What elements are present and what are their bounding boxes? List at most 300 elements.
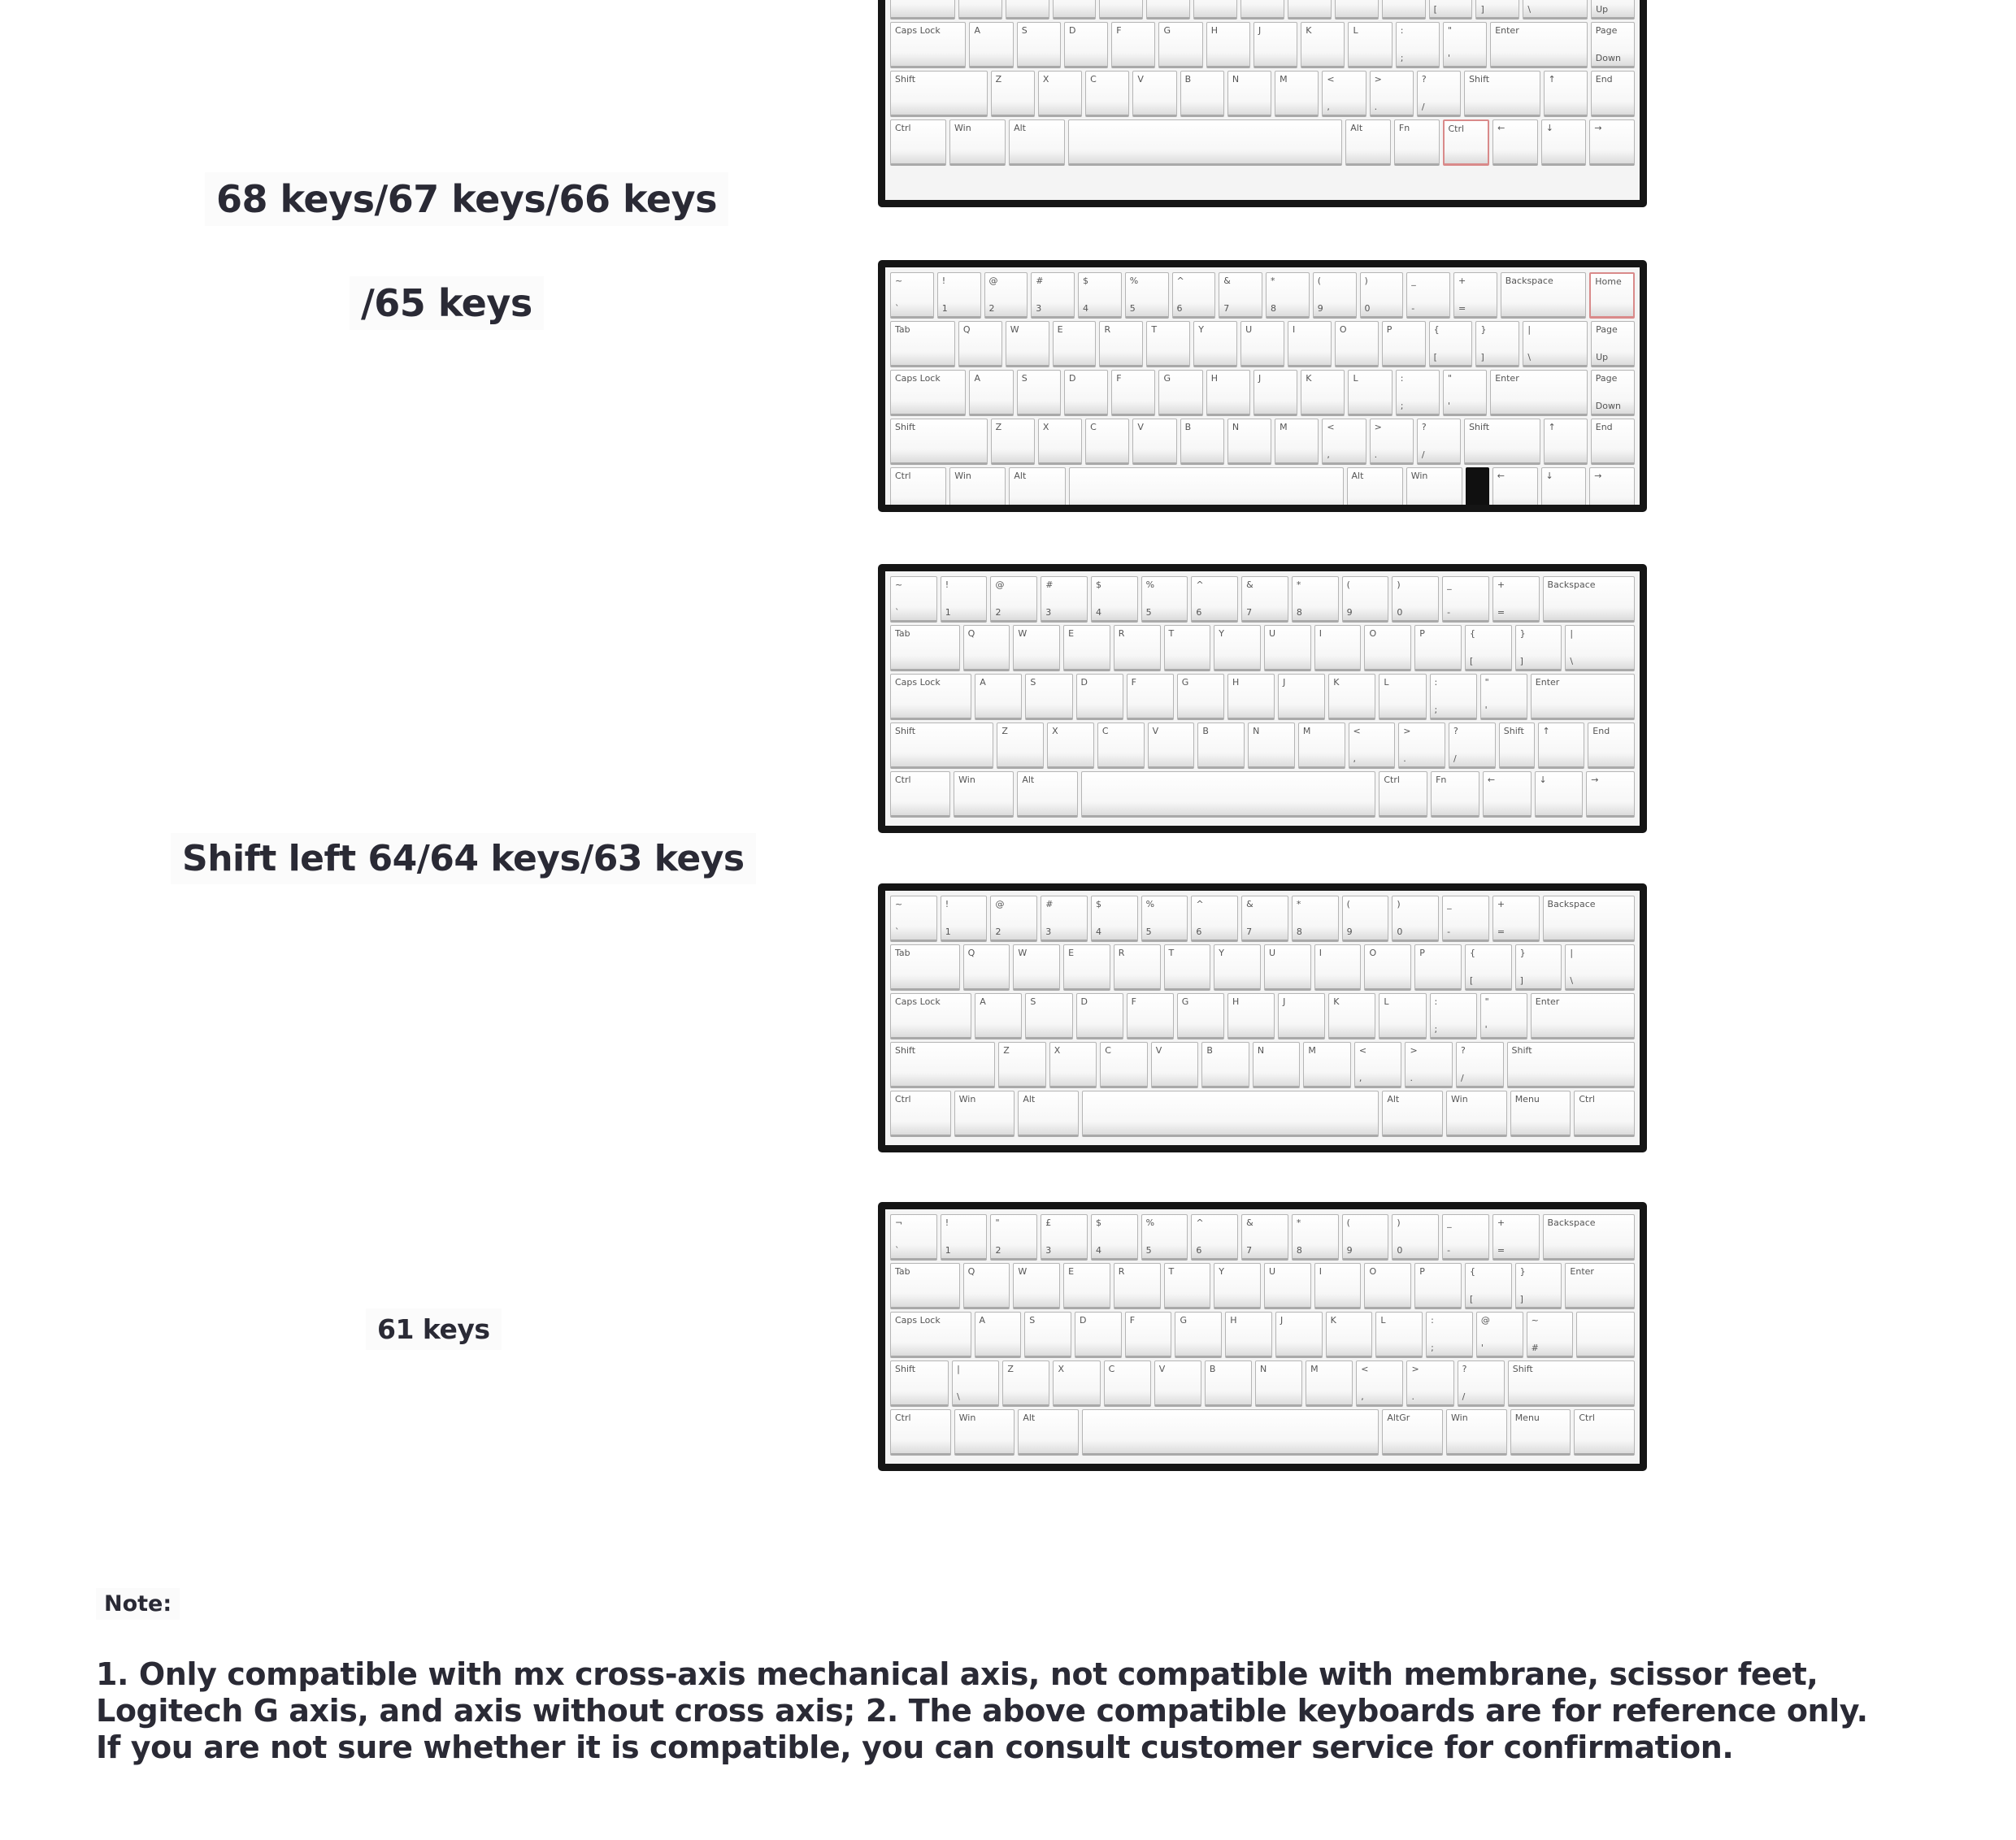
key-symbol [1465, 625, 1512, 671]
key-symbol [1442, 896, 1489, 942]
key-legend-top: Y [1219, 1266, 1224, 1277]
key-legend-bottom: ] [1519, 656, 1523, 666]
key-legend-bottom: ; [1400, 401, 1404, 411]
key-shift [1499, 723, 1535, 769]
key-legend-top: | [1527, 324, 1532, 335]
key-tab [890, 944, 960, 991]
key-f [1111, 370, 1155, 416]
key-legend-top: * [1296, 579, 1301, 590]
key-win [1446, 1091, 1507, 1137]
key-u [1240, 321, 1284, 367]
key-symbol [1405, 1042, 1453, 1088]
key-legend-bottom: 6 [1196, 927, 1202, 937]
key-legend-top: Alt [1351, 471, 1364, 481]
key-legend-top: Alt [1023, 1413, 1036, 1423]
key-legend-bottom: , [1358, 1073, 1362, 1083]
key-caps-lock [890, 1312, 971, 1358]
key-page [1591, 370, 1635, 416]
key-symbol [1541, 119, 1587, 166]
key-o [1364, 944, 1411, 991]
key-legend-bottom: = [1497, 1245, 1505, 1256]
key-symbol [1443, 370, 1487, 416]
key-symbol [1492, 1214, 1540, 1261]
key-legend-top: ~ [1531, 1315, 1539, 1326]
key-legend-top: Win [958, 775, 975, 785]
key-j [1278, 993, 1325, 1039]
key-win [949, 467, 1006, 512]
key-legend-top: Alt [1350, 123, 1363, 133]
key-symbol [1091, 576, 1138, 623]
key-symbol [1141, 576, 1188, 623]
key-e [1063, 944, 1110, 991]
key-legend-top: G [1163, 373, 1171, 384]
key-enter [1490, 22, 1588, 68]
key-y [1214, 625, 1261, 671]
key-legend-bottom: \ [957, 1391, 960, 1402]
key-legend-top: | [1570, 948, 1574, 958]
key-legend-top: End [1595, 74, 1613, 85]
key-legend-bottom: 0 [1397, 1245, 1403, 1256]
key-legend-top: ! [945, 579, 949, 590]
key-legend-bottom: . [1403, 753, 1406, 764]
key-symbol [1544, 71, 1588, 117]
key-f [1125, 1312, 1172, 1358]
key-legend-top: < [1358, 1045, 1367, 1056]
key-symbol [1492, 896, 1540, 942]
key-legend-top: ( [1317, 276, 1322, 286]
key-legend-top: Alt [1387, 1094, 1400, 1104]
key-symbol [1241, 896, 1288, 942]
key-b [1205, 1360, 1252, 1407]
key-legend-top: ~ [895, 579, 903, 590]
key-legend-top: H [1232, 996, 1240, 1007]
key-m [1275, 419, 1319, 465]
key-blank [1466, 467, 1489, 512]
key-legend-top: ) [1364, 276, 1368, 286]
key-legend-top: Shift [1469, 74, 1490, 85]
key-end [1591, 419, 1635, 465]
key-caps-lock [890, 674, 971, 720]
key-legend-bottom: 6 [1176, 303, 1183, 314]
key-v [1132, 419, 1176, 465]
key-symbol [1078, 272, 1122, 319]
key-symbol [1492, 467, 1538, 512]
key-legend-bottom: 3 [1045, 607, 1052, 618]
key-d [1076, 993, 1123, 1039]
key-k [1328, 993, 1375, 1039]
key-legend-bottom: 2 [995, 607, 1001, 618]
key-p [1414, 944, 1462, 991]
key-legend-bottom: ` [895, 927, 900, 937]
key-legend-top: B [1184, 74, 1192, 85]
key-legend-bottom: - [1447, 1245, 1451, 1256]
key-alt [1382, 1091, 1443, 1137]
key-r [1099, 0, 1143, 20]
key-home [1589, 272, 1635, 319]
key-legend-top: G [1163, 25, 1171, 36]
key-symbol [1266, 272, 1310, 319]
key-alt [1009, 119, 1065, 166]
key-f [1127, 674, 1174, 720]
key-legend-top: " [1447, 373, 1452, 384]
key-shift [890, 1360, 949, 1407]
key-symbol [952, 1360, 999, 1407]
key-symbol [1031, 272, 1075, 319]
key-legend-bottom: 7 [1246, 1245, 1253, 1256]
key-symbol [1458, 1360, 1505, 1407]
key-c [1104, 1360, 1151, 1407]
key-k [1301, 22, 1345, 68]
key-y [1193, 321, 1237, 367]
key-legend-bottom: [ [1469, 656, 1474, 666]
key-symbol [1417, 71, 1461, 117]
key-legend-bottom: 4 [1095, 927, 1101, 937]
note-line: Logitech G axis, and axis without cross axis; 2. The above compatible keyboards are for reference only. [96, 1693, 1868, 1729]
key-o [1335, 0, 1379, 20]
key-q [963, 944, 1010, 991]
key-legend-top: $ [1095, 1217, 1101, 1228]
key-legend-top: N [1232, 422, 1240, 432]
key-symbol [890, 272, 934, 319]
key-legend-bottom: [ [1433, 4, 1437, 15]
key-legend-bottom: . [1374, 102, 1378, 112]
key-legend-top: V [1137, 422, 1144, 432]
key-legend-top: { [1469, 628, 1475, 639]
note-body [96, 1656, 1868, 1766]
key-row [890, 419, 1635, 465]
key-x [1049, 1042, 1097, 1088]
key-legend-top: D [1068, 25, 1076, 36]
key-legend-top: Shift [895, 74, 916, 85]
key-legend-bottom: 7 [1246, 927, 1253, 937]
key-legend-top: G [1180, 1315, 1187, 1326]
key-legend-top: B [1202, 726, 1209, 736]
key-legend-top: Page [1595, 25, 1618, 36]
key-legend-top: { [1433, 324, 1440, 335]
key-shift [1464, 71, 1540, 117]
key-legend-top: A [980, 677, 986, 688]
key-legend-bottom: ; [1434, 1024, 1438, 1035]
key-s [1017, 370, 1061, 416]
key-legend-top: X [1042, 422, 1049, 432]
key-legend-top: C [1090, 74, 1097, 85]
key-legend-top: B [1184, 422, 1192, 432]
key-c [1097, 723, 1145, 769]
key-symbol [1449, 723, 1496, 769]
key-e [1053, 0, 1097, 20]
key-q [958, 321, 1002, 367]
key-d [1064, 370, 1108, 416]
key-legend-top: Ctrl [895, 1413, 911, 1423]
key-legend-top: F [1131, 677, 1136, 688]
key-w [1013, 1263, 1060, 1309]
key-t [1146, 0, 1190, 20]
key-ctrl [1379, 771, 1427, 818]
key-legend-bottom: 2 [995, 1245, 1001, 1256]
key-symbol [1191, 896, 1238, 942]
key-legend-top: ↓ [1539, 775, 1547, 785]
key-legend-top: Shift [1503, 726, 1524, 736]
key-tab [890, 0, 955, 20]
key-legend-bottom: \ [1570, 656, 1574, 666]
key-symbol [1515, 1263, 1562, 1309]
key-legend-bottom: 6 [1196, 607, 1202, 618]
key-shift [890, 71, 988, 117]
key-legend-bottom: ' [1480, 1343, 1484, 1353]
key-legend-bottom: 4 [1095, 607, 1101, 618]
key-symbol [1430, 993, 1477, 1039]
key-legend-top: _ [1447, 579, 1452, 590]
key-legend-top: + [1497, 1217, 1505, 1228]
key-legend-top: : [1434, 996, 1438, 1007]
key-legend-top: B [1209, 1364, 1216, 1374]
key-d [1064, 22, 1108, 68]
key-ctrl [1574, 1409, 1635, 1456]
key-win [954, 1409, 1015, 1456]
key-legend-top: K [1306, 373, 1312, 384]
key-z [997, 723, 1044, 769]
key-k [1326, 1312, 1373, 1358]
key-n [1227, 71, 1271, 117]
key-legend-bottom: - [1447, 607, 1451, 618]
key-t [1164, 625, 1211, 671]
key-shift [890, 419, 988, 465]
key-legend-top: J [1280, 1315, 1284, 1326]
key-legend-top: Fn [1436, 775, 1447, 785]
key-symbol [1241, 1214, 1288, 1261]
key-legend-top: Shift [1512, 1364, 1533, 1374]
key-legend-top: # [1045, 579, 1054, 590]
key-legend-bottom: 0 [1397, 927, 1403, 937]
key-legend-top: | [957, 1364, 960, 1374]
keyboard-65-keys [878, 260, 1647, 512]
key-m [1303, 1042, 1351, 1088]
key-symbol [890, 1214, 937, 1261]
key-legend-bottom: 2 [995, 927, 1001, 937]
key-symbol [890, 576, 937, 623]
key-legend-top: T [1168, 1266, 1175, 1277]
key-g [1175, 1312, 1222, 1358]
key-symbol [1370, 71, 1414, 117]
key-legend-top: Backspace [1547, 899, 1596, 909]
key-legend-top: F [1131, 996, 1136, 1007]
key-symbol [1527, 1312, 1574, 1358]
key-legend-top: ! [945, 899, 949, 909]
key-symbol [1442, 1214, 1489, 1261]
key-s [1024, 1312, 1071, 1358]
key-row [890, 1409, 1635, 1456]
key-q [958, 0, 1002, 20]
key-legend-top: → [1594, 123, 1602, 133]
key-legend-top: P [1419, 948, 1425, 958]
key-legend-bottom: ' [1447, 53, 1450, 63]
key-ctrl [890, 1409, 951, 1456]
key-b [1180, 71, 1224, 117]
key-legend-top: $ [1095, 899, 1101, 909]
key-legend-top: Ctrl [1579, 1413, 1595, 1423]
key-fn [1394, 119, 1440, 166]
key-row [890, 1042, 1635, 1088]
key-ctrl [1443, 119, 1490, 166]
key-legend-bottom: 5 [1129, 303, 1136, 314]
key-legend-top: Z [995, 74, 1002, 85]
key-h [1206, 370, 1250, 416]
key-row [890, 119, 1635, 166]
key-legend-top: Z [1001, 726, 1008, 736]
key-legend-bottom: 4 [1095, 1245, 1101, 1256]
key-row [890, 1312, 1635, 1358]
key-legend-bottom: ` [895, 303, 900, 314]
key-legend-top: C [1108, 1364, 1115, 1374]
key-symbol [1041, 1214, 1088, 1261]
key-n [1255, 1360, 1302, 1407]
key-alt [1018, 1409, 1079, 1456]
key-q [963, 625, 1010, 671]
key-c [1085, 71, 1129, 117]
key-legend-top: P [1386, 324, 1393, 335]
key-symbol [1541, 467, 1587, 512]
key-l [1348, 22, 1392, 68]
key-legend-top: Enter [1495, 373, 1519, 384]
key-legend-top: Page [1595, 373, 1618, 384]
key-legend-top: $ [1095, 579, 1101, 590]
key-legend-bottom: 8 [1296, 1245, 1302, 1256]
key-legend-top: " [1484, 677, 1489, 688]
key-symbol [1356, 1360, 1403, 1407]
key-blank [1576, 1312, 1635, 1358]
key-i [1314, 625, 1362, 671]
key-h [1225, 1312, 1272, 1358]
key-legend-top: : [1431, 1315, 1434, 1326]
key-symbol [1041, 576, 1088, 623]
key-u [1264, 1263, 1311, 1309]
key-legend-top: Caps Lock [895, 373, 941, 384]
key-row [890, 576, 1635, 623]
key-o [1364, 625, 1411, 671]
key-legend-top: U [1269, 948, 1276, 958]
key-legend-top: Shift [895, 1364, 916, 1374]
key-symbol [1443, 22, 1487, 68]
key-legend-top: Alt [1014, 123, 1026, 133]
key-legend-top: L [1384, 996, 1389, 1007]
key-r [1099, 321, 1143, 367]
key-legend-top: + [1497, 899, 1505, 909]
key-j [1275, 1312, 1323, 1358]
key-legend-top: " [995, 1217, 1000, 1228]
key-legend-top: N [1232, 74, 1240, 85]
key-legend-top: ) [1397, 899, 1401, 909]
key-legend-top: ↓ [1545, 471, 1553, 481]
key-symbol [1342, 576, 1389, 623]
key-win [1446, 1409, 1507, 1456]
key-legend-bottom: Down [1595, 53, 1621, 63]
key-legend-bottom: Down [1595, 401, 1621, 411]
key-legend-top: } [1519, 628, 1526, 639]
key-legend-top: I [1292, 324, 1296, 335]
key-legend-top: : [1434, 677, 1438, 688]
key-r [1114, 625, 1161, 671]
key-symbol [1538, 723, 1585, 769]
key-o [1335, 321, 1379, 367]
key-legend-bottom: ; [1400, 53, 1404, 63]
key-symbol [984, 272, 1028, 319]
key-symbol [1392, 576, 1439, 623]
key-legend-top: Win [954, 123, 971, 133]
note-line: 1. Only compatible with mx cross-axis mechanical axis, not compatible with membrane, scissor feet, [96, 1656, 1818, 1692]
key-row [890, 71, 1635, 117]
key-legend-top: Shift [1469, 422, 1490, 432]
key-legend-bottom: 7 [1246, 607, 1253, 618]
key-legend-top: Q [967, 948, 975, 958]
key-legend-top: Caps Lock [895, 25, 941, 36]
key-legend-top: Backspace [1505, 276, 1553, 286]
key-w [1013, 625, 1060, 671]
key-symbol [941, 1214, 988, 1261]
keyboard-61-keys [878, 1202, 1647, 1471]
key-row [890, 1214, 1635, 1261]
key-w [1006, 321, 1049, 367]
key-space [1081, 771, 1376, 818]
key-legend-top: < [1361, 1364, 1369, 1374]
key-legend-top: : [1400, 373, 1404, 384]
key-legend-top: Y [1219, 948, 1224, 958]
key-symbol [1292, 896, 1339, 942]
key-legend-top: Y [1198, 324, 1204, 335]
key-legend-top: % [1145, 899, 1155, 909]
keyboard-64-keys-alt [878, 883, 1647, 1152]
key-legend-top: O [1369, 628, 1377, 639]
key-enter [1531, 674, 1635, 720]
key-legend-top: ! [945, 1217, 949, 1228]
key-legend-bottom: # [1531, 1343, 1539, 1353]
key-symbol [1141, 1214, 1188, 1261]
key-legend-top: < [1353, 726, 1361, 736]
key-legend-top: AltGr [1387, 1413, 1410, 1423]
key-legend-bottom: ] [1519, 975, 1523, 986]
key-legend-top: Shift [895, 1045, 916, 1056]
key-g [1177, 674, 1224, 720]
key-legend-top: < [1327, 422, 1335, 432]
key-fn [1431, 771, 1479, 818]
key-legend-top: W [1018, 1266, 1028, 1277]
key-row [890, 896, 1635, 942]
key-symbol [1406, 1360, 1453, 1407]
key-legend-top: ) [1397, 579, 1401, 590]
key-legend-top: Q [967, 1266, 975, 1277]
key-backspace [1543, 576, 1635, 623]
key-legend-top: ¬ [895, 1217, 903, 1228]
key-shift [1508, 1360, 1635, 1407]
key-shift [890, 1042, 995, 1088]
key-y [1193, 0, 1237, 20]
key-legend-top: ? [1421, 422, 1427, 432]
key-backspace [1543, 896, 1635, 942]
key-i [1288, 0, 1332, 20]
key-legend-top: D [1080, 996, 1088, 1007]
key-legend-bottom: / [1421, 449, 1425, 460]
key-legend-top: V [1158, 1364, 1166, 1374]
key-legend-bottom: / [1462, 1391, 1466, 1402]
key-legend-top: L [1384, 677, 1389, 688]
key-legend-top: H [1232, 677, 1240, 688]
key-legend-top: Menu [1514, 1094, 1540, 1104]
key-l [1348, 370, 1392, 416]
key-u [1240, 0, 1284, 20]
key-legend-top: S [1021, 373, 1028, 384]
key-legend-top: E [1068, 1266, 1075, 1277]
key-z [1002, 1360, 1049, 1407]
key-r [1114, 944, 1161, 991]
